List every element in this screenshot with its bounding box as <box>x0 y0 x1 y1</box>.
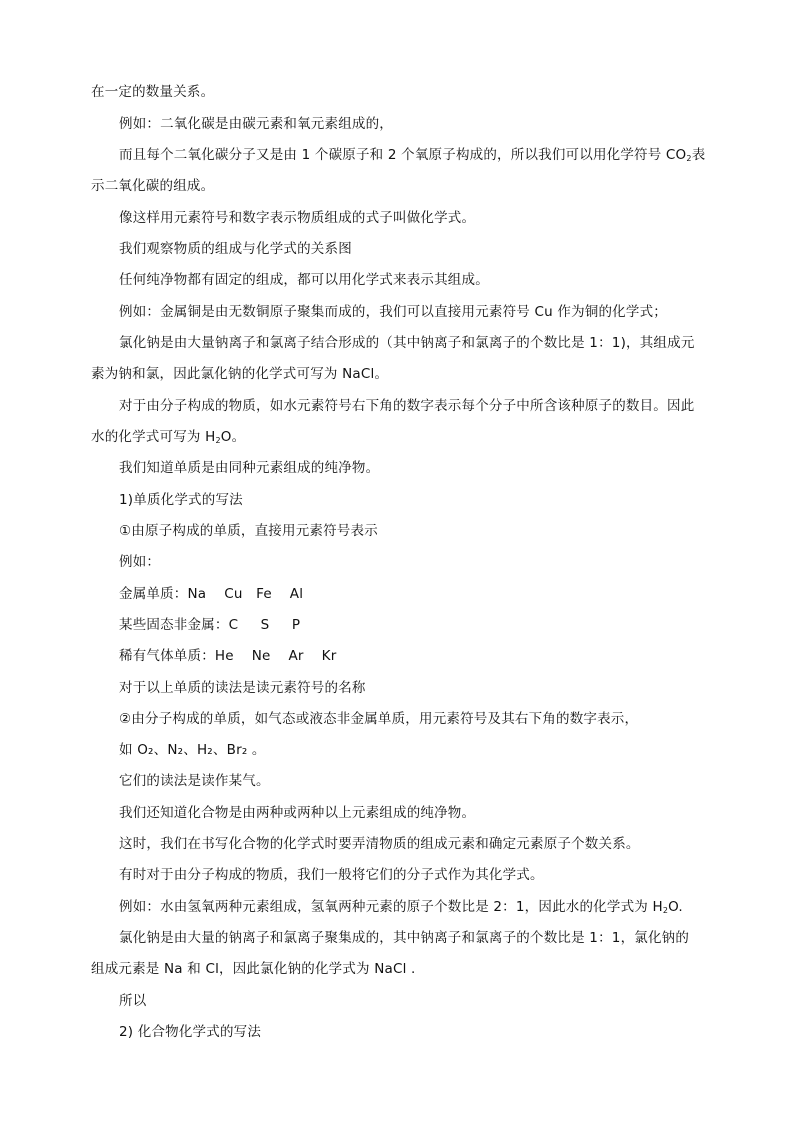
formula-line: 如 O₂、N₂、H₂、Br₂ 。 <box>119 742 266 758</box>
paragraph-line: ②由分子构成的单质，如气态或液态非金属单质，用元素符号及其右下角的数字表示， <box>119 711 639 727</box>
element-list-line: 金属单质：Na Cu Fe Al <box>119 586 304 602</box>
paragraph-line: 我们还知道化合物是由两种或两种以上元素组成的纯净物。 <box>119 805 476 821</box>
text-run: O。 <box>220 429 246 445</box>
text-run: 而且每个二氧化碳分子又是由 1 个碳原子和 2 个氧原子构成的，所以我们可以用化学符号 CO <box>119 147 687 163</box>
paragraph-line: 我们观察物质的组成与化学式的关系图 <box>119 241 352 257</box>
subscript: 2 <box>686 154 692 163</box>
paragraph-line: 对于由分子构成的物质，如水元素符号右下角的数字表示每个分子中所含该种原子的数目。因此 <box>119 398 695 414</box>
paragraph-line: 任何纯净物都有固定的组成，都可以用化学式来表示其组成。 <box>119 272 489 288</box>
paragraph-line: 对于以上单质的读法是读元素符号的名称 <box>119 680 366 696</box>
paragraph-line: 组成元素是 Na 和 Cl，因此氯化钠的化学式为 NaCl . <box>91 961 416 977</box>
text-run: 例如：水由氢氧两种元素组成，氢氧两种元素的原子个数比是 2：1，因此水的化学式为 H <box>119 899 663 915</box>
subscript: 2 <box>215 436 221 445</box>
paragraph-line: 例如： <box>119 554 161 570</box>
paragraph-line: 氯化钠是由大量的钠离子和氯离子聚集成的，其中钠离子和氯离子的个数比是 1：1，氯化钠的 <box>119 930 690 946</box>
paragraph-line <box>91 428 245 446</box>
text-run: 水的化学式可写为 H <box>91 429 216 445</box>
section-heading: 2) 化合物化学式的写法 <box>119 1024 262 1040</box>
paragraph-line: 这时，我们在书写化合物的化学式时要弄清物质的组成元素和确定元素原子个数关系。 <box>119 836 640 852</box>
section-heading: 1)单质化学式的写法 <box>119 492 243 508</box>
paragraph-line: 有时对于由分子构成的物质，我们一般将它们的分子式作为其化学式。 <box>119 867 544 883</box>
paragraph-line <box>119 898 683 916</box>
paragraph-line: 示二氧化碳的组成。 <box>91 178 215 194</box>
text-run: O. <box>668 899 683 915</box>
paragraph-line: 氯化钠是由大量钠离子和氯离子结合形成的（其中钠离子和氯离子的个数比是 1：1)，其组成元 <box>119 335 695 351</box>
paragraph-line: 在一定的数量关系。 <box>91 84 215 100</box>
paragraph-line: 像这样用元素符号和数字表示物质组成的式子叫做化学式。 <box>119 210 476 226</box>
paragraph-line: 我们知道单质是由同种元素组成的纯净物。 <box>119 460 380 476</box>
paragraph-line: ①由原子构成的单质，直接用元素符号表示 <box>119 523 378 539</box>
text-run: 表 <box>691 147 706 163</box>
element-list-line: 某些固态非金属：C S P <box>119 617 301 633</box>
paragraph-line: 它们的读法是读作某气。 <box>119 773 270 789</box>
paragraph-line <box>119 146 705 164</box>
paragraph-line: 例如：金属铜是由无数铜原子聚集而成的，我们可以直接用元素符号 Cu 作为铜的化学式； <box>119 304 667 320</box>
paragraph-line: 例如：二氧化碳是由碳元素和氧元素组成的， <box>119 116 393 132</box>
paragraph-line: 素为钠和氯，因此氯化钠的化学式可写为 NaCl。 <box>91 366 389 382</box>
subscript: 2 <box>662 906 669 915</box>
paragraph-line: 所以 <box>119 993 147 1009</box>
element-list-line: 稀有气体单质：He Ne Ar Kr <box>119 648 337 664</box>
